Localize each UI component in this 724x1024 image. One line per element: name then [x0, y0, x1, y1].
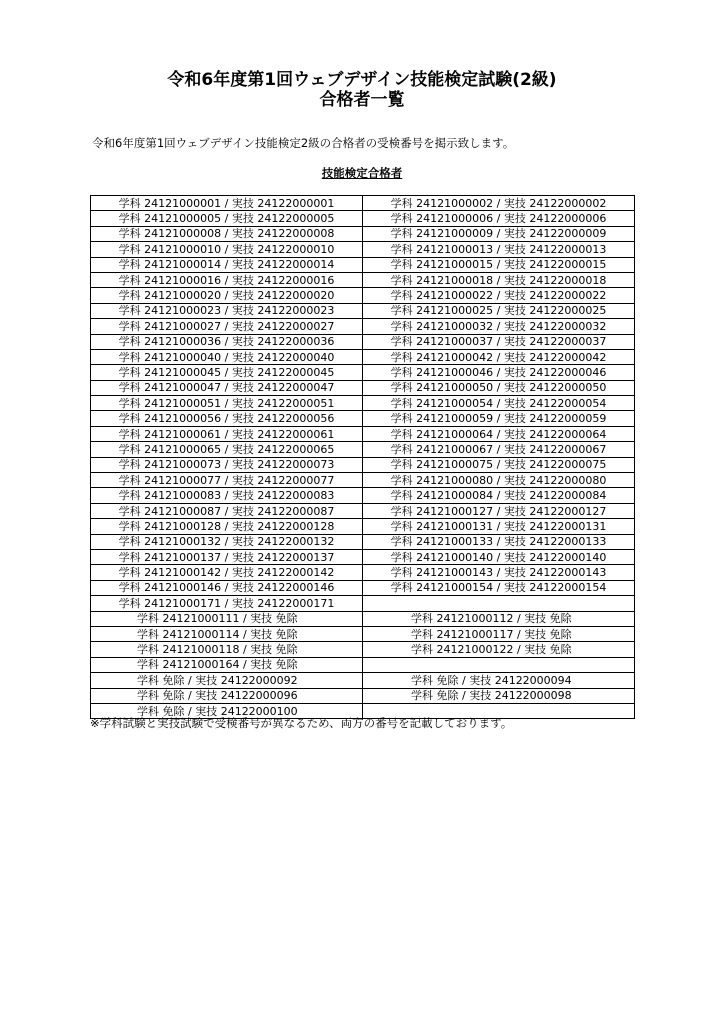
- table-cell: 学科 24121000001 / 実技 24122000001: [91, 196, 363, 211]
- table-row-exempt-practical: [91, 611, 635, 626]
- table-cell: 学科 免除 / 実技 24122000100: [91, 703, 363, 718]
- table-row: [91, 457, 635, 472]
- table-cell: 学科 24121000018 / 実技 24122000018: [363, 272, 635, 287]
- table-cell: 学科 24121000137 / 実技 24122000137: [91, 549, 363, 564]
- table-cell: 学科 24121000022 / 実技 24122000022: [363, 288, 635, 303]
- section-label: 技能検定合格者: [321, 166, 403, 180]
- table-row: [91, 549, 635, 564]
- table-cell: 学科 24121000140 / 実技 24122000140: [363, 549, 635, 564]
- table-cell: 学科 24121000005 / 実技 24122000005: [91, 211, 363, 226]
- table-cell: 学科 24121000133 / 実技 24122000133: [363, 534, 635, 549]
- table-cell: 学科 免除 / 実技 24122000098: [363, 688, 635, 703]
- table-cell: 学科 24121000132 / 実技 24122000132: [91, 534, 363, 549]
- table-cell: 学科 24121000064 / 実技 24122000064: [363, 426, 635, 441]
- table-cell: 学科 24121000122 / 実技 免除: [363, 642, 635, 657]
- table-cell: 学科 24121000056 / 実技 24122000056: [91, 411, 363, 426]
- table-row: [91, 503, 635, 518]
- table-cell: 学科 24121000008 / 実技 24122000008: [91, 226, 363, 241]
- table-cell: 学科 24121000051 / 実技 24122000051: [91, 396, 363, 411]
- table-row: [91, 226, 635, 241]
- table-row: [91, 380, 635, 395]
- table-cell: [363, 657, 635, 672]
- table-cell: 学科 24121000117 / 実技 免除: [363, 626, 635, 641]
- table-cell: 学科 24121000036 / 実技 24122000036: [91, 334, 363, 349]
- table-cell: 学科 24121000118 / 実技 免除: [91, 642, 363, 657]
- table-cell: 学科 24121000114 / 実技 免除: [91, 626, 363, 641]
- table-cell: 学科 24121000010 / 実技 24122000010: [91, 242, 363, 257]
- table-cell: 学科 24121000112 / 実技 免除: [363, 611, 635, 626]
- table-cell: 学科 24121000037 / 実技 24122000037: [363, 334, 635, 349]
- table-row-exempt-practical: [91, 642, 635, 657]
- table-cell: 学科 24121000154 / 実技 24122000154: [363, 580, 635, 595]
- table-cell: 学科 24121000083 / 実技 24122000083: [91, 488, 363, 503]
- results-table-body: [91, 196, 635, 719]
- table-cell: 学科 24121000042 / 実技 24122000042: [363, 349, 635, 364]
- table-cell: 学科 24121000128 / 実技 24122000128: [91, 519, 363, 534]
- table-cell: 学科 24121000032 / 実技 24122000032: [363, 319, 635, 334]
- intro-text: 令和6年度第1回ウェブデザイン技能検定2級の合格者の受検番号を掲示致します。: [92, 136, 515, 150]
- table-row: [91, 242, 635, 257]
- table-cell: 学科 24121000050 / 実技 24122000050: [363, 380, 635, 395]
- table-cell: 学科 24121000059 / 実技 24122000059: [363, 411, 635, 426]
- table-cell: 学科 24121000045 / 実技 24122000045: [91, 365, 363, 380]
- table-row: [91, 257, 635, 272]
- table-row: [91, 442, 635, 457]
- table-row: [91, 272, 635, 287]
- table-cell: 学科 24121000046 / 実技 24122000046: [363, 365, 635, 380]
- table-row: [91, 303, 635, 318]
- table-cell: 学科 24121000067 / 実技 24122000067: [363, 442, 635, 457]
- table-row: [91, 196, 635, 211]
- table-cell: 学科 24121000111 / 実技 免除: [91, 611, 363, 626]
- table-cell: 学科 24121000164 / 実技 免除: [91, 657, 363, 672]
- table-cell: 学科 24121000127 / 実技 24122000127: [363, 503, 635, 518]
- table-cell: 学科 24121000073 / 実技 24122000073: [91, 457, 363, 472]
- table-cell: 学科 24121000171 / 実技 24122000171: [91, 596, 363, 611]
- table-cell: 学科 24121000142 / 実技 24122000142: [91, 565, 363, 580]
- table-cell: [363, 596, 635, 611]
- table-cell: 学科 24121000025 / 実技 24122000025: [363, 303, 635, 318]
- table-row: [91, 426, 635, 441]
- page-title: 令和6年度第1回ウェブデザイン技能検定試験(2級): [167, 70, 557, 90]
- table-row: [91, 596, 635, 611]
- table-cell: 学科 24121000054 / 実技 24122000054: [363, 396, 635, 411]
- table-cell: 学科 24121000009 / 実技 24122000009: [363, 226, 635, 241]
- table-cell: 学科 24121000077 / 実技 24122000077: [91, 473, 363, 488]
- table-row: [91, 534, 635, 549]
- table-row: [91, 365, 635, 380]
- table-row: [91, 565, 635, 580]
- table-cell: 学科 24121000013 / 実技 24122000013: [363, 242, 635, 257]
- table-row: [91, 211, 635, 226]
- results-table: [90, 195, 635, 719]
- table-cell: 学科 24121000002 / 実技 24122000002: [363, 196, 635, 211]
- table-row-exempt-practical: [91, 626, 635, 641]
- table-cell: 学科 免除 / 実技 24122000094: [363, 673, 635, 688]
- table-row: [91, 580, 635, 595]
- table-row: [91, 396, 635, 411]
- table-cell: 学科 24121000061 / 実技 24122000061: [91, 426, 363, 441]
- table-cell: 学科 24121000075 / 実技 24122000075: [363, 457, 635, 472]
- table-cell: 学科 24121000084 / 実技 24122000084: [363, 488, 635, 503]
- table-cell: 学科 24121000023 / 実技 24122000023: [91, 303, 363, 318]
- table-cell: 学科 24121000087 / 実技 24122000087: [91, 503, 363, 518]
- table-row: [91, 288, 635, 303]
- table-row-exempt-practical: [91, 657, 635, 672]
- table-cell: 学科 24121000143 / 実技 24122000143: [363, 565, 635, 580]
- table-row-exempt-written: [91, 673, 635, 688]
- table-cell: 学科 24121000006 / 実技 24122000006: [363, 211, 635, 226]
- table-cell: 学科 24121000015 / 実技 24122000015: [363, 257, 635, 272]
- table-cell: 学科 24121000020 / 実技 24122000020: [91, 288, 363, 303]
- table-cell: 学科 24121000065 / 実技 24122000065: [91, 442, 363, 457]
- table-row: [91, 334, 635, 349]
- table-row: [91, 473, 635, 488]
- table-row: [91, 488, 635, 503]
- table-cell: 学科 24121000027 / 実技 24122000027: [91, 319, 363, 334]
- footnote: ※学科試験と実技試験で受検番号が異なるため、両方の番号を記載しております。: [90, 716, 513, 730]
- table-cell: 学科 24121000131 / 実技 24122000131: [363, 519, 635, 534]
- table-cell: 学科 免除 / 実技 24122000096: [91, 688, 363, 703]
- table-row-exempt-written: [91, 688, 635, 703]
- table-cell: 学科 24121000016 / 実技 24122000016: [91, 272, 363, 287]
- table-cell: 学科 免除 / 実技 24122000092: [91, 673, 363, 688]
- table-cell: 学科 24121000040 / 実技 24122000040: [91, 349, 363, 364]
- table-cell: 学科 24121000047 / 実技 24122000047: [91, 380, 363, 395]
- table-cell: 学科 24121000080 / 実技 24122000080: [363, 473, 635, 488]
- table-cell: 学科 24121000014 / 実技 24122000014: [91, 257, 363, 272]
- table-cell: 学科 24121000146 / 実技 24122000146: [91, 580, 363, 595]
- page-subtitle: 合格者一覧: [319, 90, 405, 110]
- table-row: [91, 519, 635, 534]
- table-row: [91, 349, 635, 364]
- table-row: [91, 411, 635, 426]
- table-row: [91, 319, 635, 334]
